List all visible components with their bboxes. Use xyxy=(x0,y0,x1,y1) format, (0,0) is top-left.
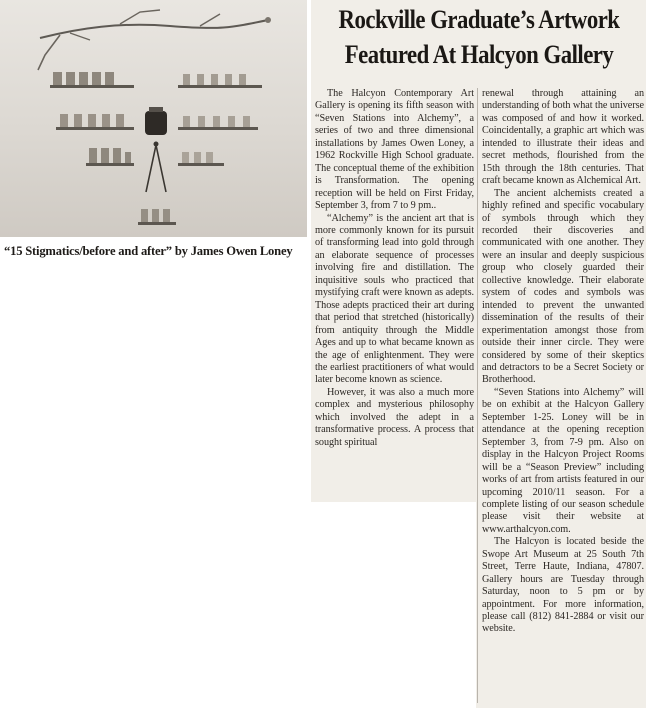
headline-line-2: Featured At Halcyon Gallery xyxy=(344,39,614,69)
article-column-2 xyxy=(482,88,644,706)
paragraph: However, it was also a much more complex and mysterious philosophy which involved the adept in a transformative process. A process that sought spiritual xyxy=(315,386,474,448)
photo-caption: “15 Stigmatics/before and after” by James Owen Loney xyxy=(4,244,293,258)
paragraph: The ancient alchemists created a highly refined and specific vocabulary of symbols through which they recorded their discoveries and communicated with one another. They were an insular and deeply suspicious group who closely guarded their collective knowledge. Their elaborate system of codes and symbols was intended to prevent the unwanted dissemination of the results of their experimentation amongst those from outside their inner circle. They were considered by some of their skeptics and detractors to be a Secret Society or Brotherhood. xyxy=(482,187,644,386)
paragraph: “Alchemy” is the ancient art that is more commonly known for its pursuit of transforming lead into gold through an elaborate sequence of processes involving fire and distillation. The inquisitive souls who practiced that mystifying craft were known as adepts. Those adepts practiced their art during that period that stretched (historically) from antiquity through the Middle Ages and up to what became known as the age of enlightenment. They were the earliest practitioners of what would later become known as science. xyxy=(315,212,474,386)
article-column-1 xyxy=(315,88,474,498)
headline-line-1: Rockville Graduate’s Artwork xyxy=(338,4,620,34)
column-divider xyxy=(477,88,478,703)
paragraph: renewal through attaining an understanding of both what the universe was composed of and how it worked. Coincidentally, a graphic art which was intended to illustrate their ideas and secret methods, flourished from the 15th through the 18th centuries. That craft became known as Alchemical Art. xyxy=(482,88,644,187)
paragraph: “Seven Stations into Alchemy” will be on exhibit at the Halcyon Gallery September 1-25. Loney will be in attendance at the opening reception September 3, from 7-9 pm. Also on display in the Halcyon Project Rooms will be a “Season Preview” including works of art from artists featured in our upcoming 2010/11 season. For a complete listing of our season schedule please visit their website at www.arthalcyon.com. xyxy=(482,386,644,535)
artwork-photo xyxy=(0,0,307,237)
paragraph: The Halcyon is located beside the Swope Art Museum at 25 South 7th Street, Terre Haute, Indiana, 47807. Gallery hours are Tuesday through Saturday, noon to 5 pm or by appointment. For more information, please call (812) 841-2884 or visit our website. xyxy=(482,536,644,635)
installation-illustration xyxy=(0,0,307,237)
headline xyxy=(312,2,646,72)
paragraph: The Halcyon Contemporary Art Gallery is opening its fifth season with “Seven Stations into Alchemy”, a series of two and three dimensional installations by James Owen Loney, a 1962 Rockville High School graduate. The conceptual theme of the exhibition is Transformation. The opening reception will be held on First Friday, September 3, from 7 to 9 pm.. xyxy=(315,88,474,212)
